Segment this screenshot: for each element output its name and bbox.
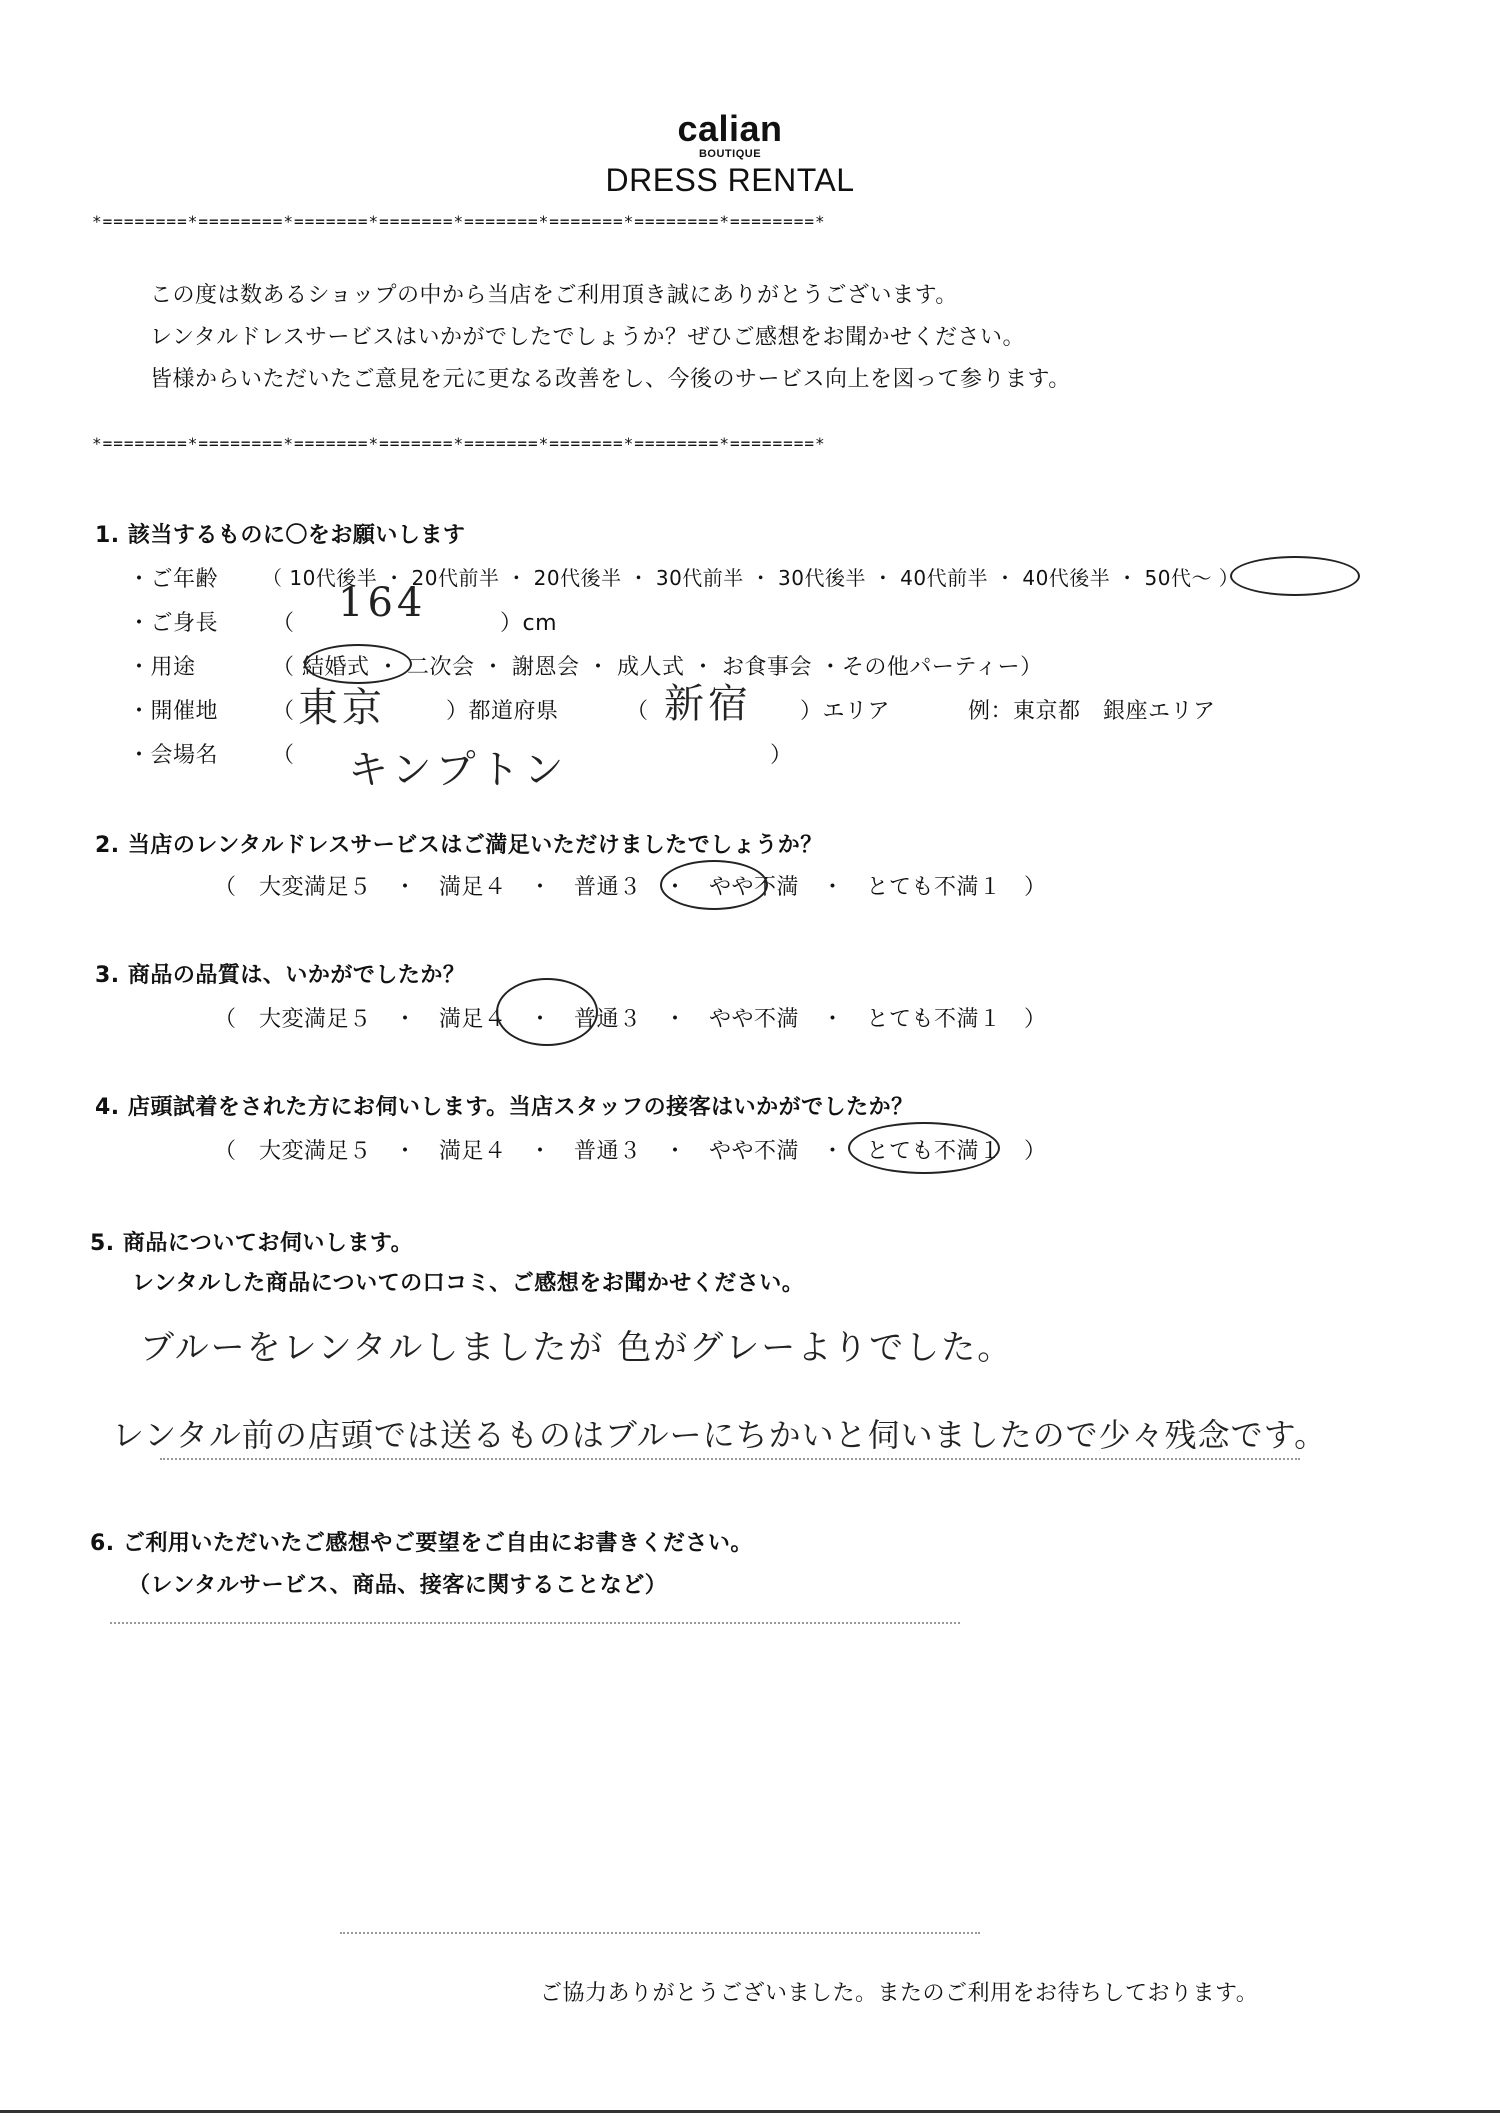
age-selected-circle xyxy=(1230,556,1360,596)
q2-selected-circle xyxy=(660,860,768,910)
intro-line-1: この度は数あるショップの中から当店をご利用頂き誠にありがとうございます。 xyxy=(150,283,958,308)
height-open: （ xyxy=(272,611,295,636)
bottom-edge-line xyxy=(0,2110,1500,2113)
height-value: 164 xyxy=(338,580,427,626)
footer-thanks: ご協力ありがとうございました。またのご利用をお待ちしております。 xyxy=(540,1981,1259,2006)
location-area-open: （ xyxy=(626,699,649,724)
height-label: ・ご身長 xyxy=(128,611,219,636)
q5-subtitle: レンタルした商品についての口コミ、ご感想をお聞かせください。 xyxy=(132,1271,805,1296)
intro-line-2: レンタルドレスサービスはいかがでしたでしょうか？ぜひご感想をお聞かせください。 xyxy=(150,325,1025,350)
q5-title: 5. 商品についてお伺いします。 xyxy=(90,1231,414,1256)
q6-subtitle: （レンタルサービス、商品、接客に関することなど） xyxy=(128,1573,668,1598)
venue-open: （ xyxy=(272,743,295,768)
page-title: DRESS RENTAL xyxy=(605,162,855,198)
venue-value: キンプトン xyxy=(348,747,568,793)
location-area-value: 新宿 xyxy=(664,681,752,727)
separator-bottom: *========*========*=======*=======*=======*=======*========*========* xyxy=(92,434,826,453)
location-prefecture-suffix: ）都道府県 xyxy=(446,699,559,724)
separator-top: *========*========*=======*=======*=======*=======*========*========* xyxy=(92,212,826,231)
location-label: ・開催地 xyxy=(128,699,219,724)
q5-dotted-line xyxy=(160,1458,1300,1460)
location-prefecture-open: （ xyxy=(272,699,295,724)
q4-options: （ 大変満足５ ・ 満足４ ・ 普通３ ・ やや不満 ・ とても不満１ ） xyxy=(214,1139,1047,1164)
brand-logo-subtitle: BOUTIQUE xyxy=(698,148,762,160)
venue-close: ） xyxy=(770,743,793,768)
age-options: （ 10代後半 ・ 20代前半 ・ 20代後半 ・ 30代前半 ・ 30代後半 ・ 40代前半 ・ 40代後半 ・ 50代〜 ） xyxy=(262,566,1240,590)
q3-selected-circle xyxy=(496,978,598,1046)
q4-title: 4. 店頭試着をされた方にお伺いします。当店スタッフの接客はいかがでしたか？ xyxy=(95,1095,914,1120)
brand-logo: calian xyxy=(677,108,783,149)
q6-dotted-line-2 xyxy=(340,1932,980,1934)
q5-answer-line-2: レンタル前の店頭では送るものはブルーにちかいと伺いましたので少々残念です。 xyxy=(112,1416,1328,1454)
q4-selected-circle xyxy=(848,1122,1000,1174)
location-example: 例：東京都 銀座エリア xyxy=(968,699,1216,724)
q6-dotted-line-1 xyxy=(110,1622,960,1624)
q1-title: 1. 該当するものに〇をお願いします xyxy=(95,523,466,548)
height-unit: ）cm xyxy=(500,611,558,636)
q2-title: 2. 当店のレンタルドレスサービスはご満足いただけましたでしょうか？ xyxy=(95,833,823,858)
purpose-options: （ 結婚式 ・ 二次会 ・ 謝恩会 ・ 成人式 ・ お食事会 ・その他パーティー） xyxy=(272,655,1043,680)
intro-line-3: 皆様からいただいたご意見を元に更なる改善をし、今後のサービス向上を図って参ります。 xyxy=(150,367,1071,392)
location-area-suffix: ）エリア xyxy=(800,699,891,724)
q6-title: 6. ご利用いただいたご感想やご要望をご自由にお書きください。 xyxy=(90,1531,753,1556)
q3-options: （ 大変満足５ ・ 満足４ ・ 普通３ ・ やや不満 ・ とても不満１ ） xyxy=(214,1007,1047,1032)
q3-title: 3. 商品の品質は、いかがでしたか？ xyxy=(95,963,466,988)
q5-answer-line-1: ブルーをレンタルしましたが 色がグレーよりでした。 xyxy=(140,1328,1014,1368)
purpose-label: ・用途 xyxy=(128,655,196,680)
age-label: ・ご年齢 xyxy=(128,567,219,592)
q2-options: （ 大変満足５ ・ 満足４ ・ 普通３ ・ やや不満 ・ とても不満１ ） xyxy=(214,875,1047,900)
venue-label: ・会場名 xyxy=(128,743,219,768)
location-prefecture-value: 東京 xyxy=(298,685,386,731)
